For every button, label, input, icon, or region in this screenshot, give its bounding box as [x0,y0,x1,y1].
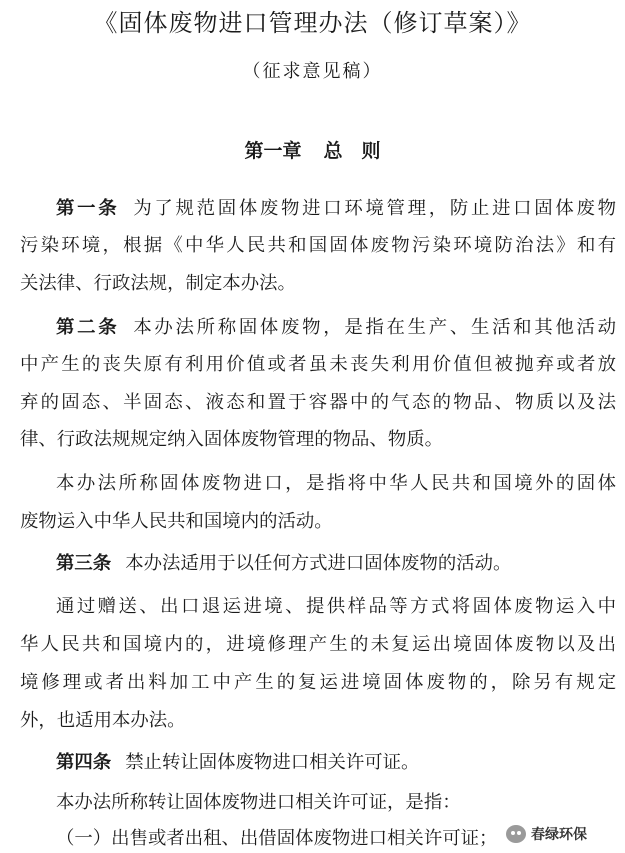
watermark-text: 春绿环保 [531,827,587,843]
article-1-line-2: 污染环境，根据《中华人民共和国固体废物污染环境防治法》和有 [20,235,616,256]
article-3-line-1 [56,552,616,576]
article-label: 第三条 [56,553,112,574]
article-3-para-1-line-3: 境修理或者出料加工中产生的复运进境固体废物的，除另有规定 [20,672,616,693]
article-3-para-1-line-2: 华人民共和国境内的，进境修理产生的未复运出境固体废物以及出 [20,634,616,655]
article-4-line-1 [56,751,616,775]
article-1-line-1 [56,197,616,221]
article-2-line-4: 律、行政法规规定纳入固体废物管理的物品、物质。 [20,429,443,450]
article-text: 本办法适用于以任何方式进口固体废物的活动。 [125,553,512,574]
article-text: 禁止转让固体废物进口相关许可证。 [125,752,420,773]
article-label: 第二条 [56,317,120,338]
article-3-para-1-line-1: 通过赠送、出口退运进境、提供样品等方式将固体废物运入中 [56,596,616,617]
article-text: 本办法所称固体废物，是指在生产、生活和其他活动 [133,317,616,338]
article-1-line-3: 关法律、行政法规，制定本办法。 [20,273,296,294]
watermark [500,820,593,848]
chapter-number: 第一章 [244,140,302,162]
chapter-name: 总 则 [323,140,381,162]
article-text: 为了规范固体废物进口环境管理，防止进口固体废物 [133,198,616,219]
article-2-para-1-line-1: 本办法所称固体废物进口，是指将中华人民共和国境外的固体 [56,473,616,494]
article-label: 第四条 [56,752,112,773]
wechat-icon [506,825,526,843]
article-4-para-1-line-2: （一）出售或者出租、出借固体废物进口相关许可证； [56,828,498,849]
document-subtitle: （征求意见稿） [242,61,383,82]
document-title: 《固体废物进口管理办法（修订草案）》 [93,9,532,37]
chapter-heading [0,138,625,164]
article-4-para-1-line-1: 本办法所称转让固体废物进口相关许可证，是指： [56,792,461,813]
article-label: 第一条 [56,198,120,219]
article-3-para-1-line-4: 外，也适用本办法。 [20,710,186,731]
article-2-para-1-line-2: 废物运入中华人民共和国境内的活动。 [20,511,333,532]
article-2-line-2: 中产生的丧失原有利用价值或者虽未丧失利用价值但被抛弃或者放 [20,354,616,375]
article-2-line-3: 弃的固态、半固态、液态和置于容器中的气态的物品、物质以及法 [20,392,616,413]
article-2-line-1 [56,316,616,340]
